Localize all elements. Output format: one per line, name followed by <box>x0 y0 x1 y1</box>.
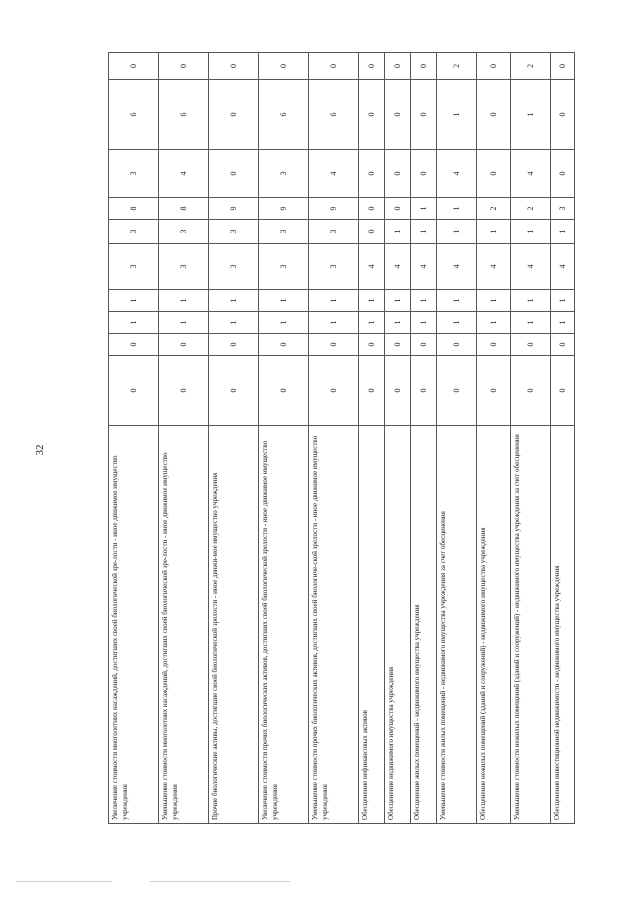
code-digit-cell: 2 <box>437 53 477 80</box>
code-digit-cell: 0 <box>551 80 575 150</box>
code-digit-cell: 1 <box>385 290 411 312</box>
code-digit-cell: 0 <box>359 198 385 220</box>
code-digit-cell: 0 <box>159 356 209 426</box>
code-digit-cell: 4 <box>511 150 551 198</box>
code-digit-cell: 0 <box>259 53 309 80</box>
code-digit-cell: 0 <box>359 356 385 426</box>
code-digit-cell: 0 <box>411 334 437 356</box>
code-digit-cell: 0 <box>109 356 159 426</box>
row-name: Уменьшение стоимости жилых помещений - недвижимого имущества учреждения за счет обесценения <box>437 426 477 824</box>
code-digit-cell: 1 <box>551 290 575 312</box>
code-digit-cell: 1 <box>477 312 511 334</box>
code-digit-cell: 0 <box>209 356 259 426</box>
code-digit-cell: 1 <box>437 312 477 334</box>
code-digit-cell: 6 <box>309 80 359 150</box>
code-digit-cell: 0 <box>551 334 575 356</box>
code-digit-cell: 1 <box>477 220 511 244</box>
code-digit-cell: 3 <box>159 220 209 244</box>
code-digit-cell: 8 <box>109 198 159 220</box>
code-digit-cell: 1 <box>551 220 575 244</box>
code-digit-cell: 0 <box>477 150 511 198</box>
code-digit-cell: 4 <box>437 150 477 198</box>
code-digit-cell: 0 <box>385 80 411 150</box>
code-digit-cell: 2 <box>511 198 551 220</box>
code-digit-cell: 8 <box>159 198 209 220</box>
code-digit-cell: 1 <box>209 312 259 334</box>
code-digit-cell: 3 <box>309 220 359 244</box>
table-row <box>385 53 411 824</box>
table-row <box>551 53 575 824</box>
code-digit-cell: 4 <box>477 244 511 290</box>
code-digit-cell: 0 <box>385 198 411 220</box>
code-digit-cell: 0 <box>309 334 359 356</box>
code-digit-cell: 9 <box>259 198 309 220</box>
code-digit-cell: 4 <box>159 150 209 198</box>
table-row <box>511 53 551 824</box>
code-digit-cell: 0 <box>109 53 159 80</box>
code-digit-cell: 0 <box>411 53 437 80</box>
account-codes-table <box>108 52 575 824</box>
table-row <box>411 53 437 824</box>
row-name: Увеличение стоимости многолетних насаждений, достигших своей биологической зре-лости - иное движимое имущество учреждения <box>109 426 159 824</box>
rotated-table-container <box>108 52 574 824</box>
code-digit-cell: 4 <box>437 244 477 290</box>
code-digit-cell: 3 <box>309 244 359 290</box>
row-name: Прочие биологические активы, достигшие своей биологической зрелости - иное движи-мое имущество учреждения <box>209 426 259 824</box>
code-digit-cell: 3 <box>109 244 159 290</box>
row-name: Уменьшение стоимости нежилых помещений (зданий и сооружений) - недвижимого имущества учреждения за счет обесценения <box>511 426 551 824</box>
code-digit-cell: 1 <box>359 312 385 334</box>
code-digit-cell: 1 <box>511 80 551 150</box>
code-digit-cell: 0 <box>551 356 575 426</box>
table-row <box>159 53 209 824</box>
code-digit-cell: 1 <box>411 312 437 334</box>
code-digit-cell: 1 <box>359 290 385 312</box>
row-name: Увеличение стоимости прочих биологических активов, достигших своей биологической зрелости - иное движимое имущество учреждения <box>259 426 309 824</box>
code-digit-cell: 0 <box>359 53 385 80</box>
code-digit-cell: 3 <box>159 244 209 290</box>
table-row <box>477 53 511 824</box>
code-digit-cell: 1 <box>209 290 259 312</box>
code-digit-cell: 4 <box>511 244 551 290</box>
code-digit-cell: 0 <box>209 150 259 198</box>
table-row <box>109 53 159 824</box>
code-digit-cell: 4 <box>551 244 575 290</box>
code-digit-cell: 0 <box>359 80 385 150</box>
row-name: Обесценение нежилых помещений (зданий и сооружений) - недвижимого имущества учреждения <box>477 426 511 824</box>
code-digit-cell: 0 <box>385 150 411 198</box>
page-number: 32 <box>34 444 46 456</box>
code-digit-cell: 4 <box>411 244 437 290</box>
row-name: Обесценение инвестиционной недвижимости - недвижимого имущества учреждения <box>551 426 575 824</box>
code-digit-cell: 4 <box>359 244 385 290</box>
code-digit-cell: 0 <box>209 80 259 150</box>
code-digit-cell: 0 <box>309 356 359 426</box>
code-digit-cell: 1 <box>437 220 477 244</box>
table-row <box>259 53 309 824</box>
code-digit-cell: 1 <box>159 290 209 312</box>
code-digit-cell: 0 <box>159 334 209 356</box>
code-digit-cell: 1 <box>437 80 477 150</box>
table-body <box>109 53 575 824</box>
code-digit-cell: 1 <box>551 312 575 334</box>
code-digit-cell: 1 <box>259 312 309 334</box>
code-digit-cell: 0 <box>385 356 411 426</box>
code-digit-cell: 0 <box>411 150 437 198</box>
code-digit-cell: 0 <box>259 356 309 426</box>
code-digit-cell: 0 <box>259 334 309 356</box>
row-name: Обесценение нефинансовых активов <box>359 426 385 824</box>
code-digit-cell: 3 <box>209 244 259 290</box>
code-digit-cell: 0 <box>551 150 575 198</box>
scan-artifact-line <box>150 881 290 882</box>
code-digit-cell: 4 <box>385 244 411 290</box>
code-digit-cell: 0 <box>309 53 359 80</box>
code-digit-cell: 0 <box>209 53 259 80</box>
code-digit-cell: 3 <box>109 220 159 244</box>
code-digit-cell: 1 <box>437 290 477 312</box>
code-digit-cell: 0 <box>359 150 385 198</box>
code-digit-cell: 2 <box>511 53 551 80</box>
code-digit-cell: 1 <box>109 290 159 312</box>
code-digit-cell: 1 <box>437 198 477 220</box>
code-digit-cell: 9 <box>309 198 359 220</box>
code-digit-cell: 0 <box>477 356 511 426</box>
code-digit-cell: 0 <box>385 334 411 356</box>
code-digit-cell: 3 <box>209 220 259 244</box>
code-digit-cell: 0 <box>411 80 437 150</box>
code-digit-cell: 1 <box>259 290 309 312</box>
code-digit-cell: 0 <box>359 334 385 356</box>
code-digit-cell: 0 <box>109 334 159 356</box>
table-row <box>359 53 385 824</box>
code-digit-cell: 4 <box>309 150 359 198</box>
code-digit-cell: 6 <box>109 80 159 150</box>
code-digit-cell: 1 <box>385 312 411 334</box>
row-name: Обесценение недвижимого имущества учреждения <box>385 426 411 824</box>
code-digit-cell: 0 <box>411 356 437 426</box>
code-digit-cell: 3 <box>551 198 575 220</box>
code-digit-cell: 0 <box>477 80 511 150</box>
table-row <box>437 53 477 824</box>
code-digit-cell: 6 <box>159 80 209 150</box>
table-row <box>209 53 259 824</box>
code-digit-cell: 0 <box>551 53 575 80</box>
code-digit-cell: 1 <box>411 290 437 312</box>
code-digit-cell: 0 <box>209 334 259 356</box>
code-digit-cell: 3 <box>109 150 159 198</box>
code-digit-cell: 2 <box>477 198 511 220</box>
code-digit-cell: 0 <box>477 334 511 356</box>
code-digit-cell: 1 <box>511 312 551 334</box>
table-row <box>309 53 359 824</box>
code-digit-cell: 0 <box>385 53 411 80</box>
code-digit-cell: 3 <box>259 150 309 198</box>
code-digit-cell: 1 <box>477 290 511 312</box>
code-digit-cell: 1 <box>159 312 209 334</box>
code-digit-cell: 0 <box>477 53 511 80</box>
code-digit-cell: 0 <box>511 334 551 356</box>
code-digit-cell: 1 <box>309 290 359 312</box>
scan-artifact-line <box>16 881 112 882</box>
code-digit-cell: 1 <box>511 220 551 244</box>
code-digit-cell: 9 <box>209 198 259 220</box>
code-digit-cell: 0 <box>437 334 477 356</box>
row-name: Уменьшение стоимости прочих биологических активов, достигших своей биологиче-ской зрелости - иное движимое имущество учреждения <box>309 426 359 824</box>
code-digit-cell: 3 <box>259 244 309 290</box>
code-digit-cell: 0 <box>159 53 209 80</box>
code-digit-cell: 1 <box>411 198 437 220</box>
code-digit-cell: 0 <box>437 356 477 426</box>
row-name: Уменьшение стоимости многолетних насаждений, достигших своей биологической зре-лости - иное движимое имущество учреждения <box>159 426 209 824</box>
code-digit-cell: 1 <box>511 290 551 312</box>
code-digit-cell: 0 <box>359 220 385 244</box>
code-digit-cell: 1 <box>411 220 437 244</box>
code-digit-cell: 0 <box>511 356 551 426</box>
code-digit-cell: 1 <box>385 220 411 244</box>
code-digit-cell: 1 <box>309 312 359 334</box>
row-name: Обесценение жилых помещений - недвижимого имущества учреждения <box>411 426 437 824</box>
code-digit-cell: 1 <box>109 312 159 334</box>
code-digit-cell: 3 <box>259 220 309 244</box>
code-digit-cell: 6 <box>259 80 309 150</box>
